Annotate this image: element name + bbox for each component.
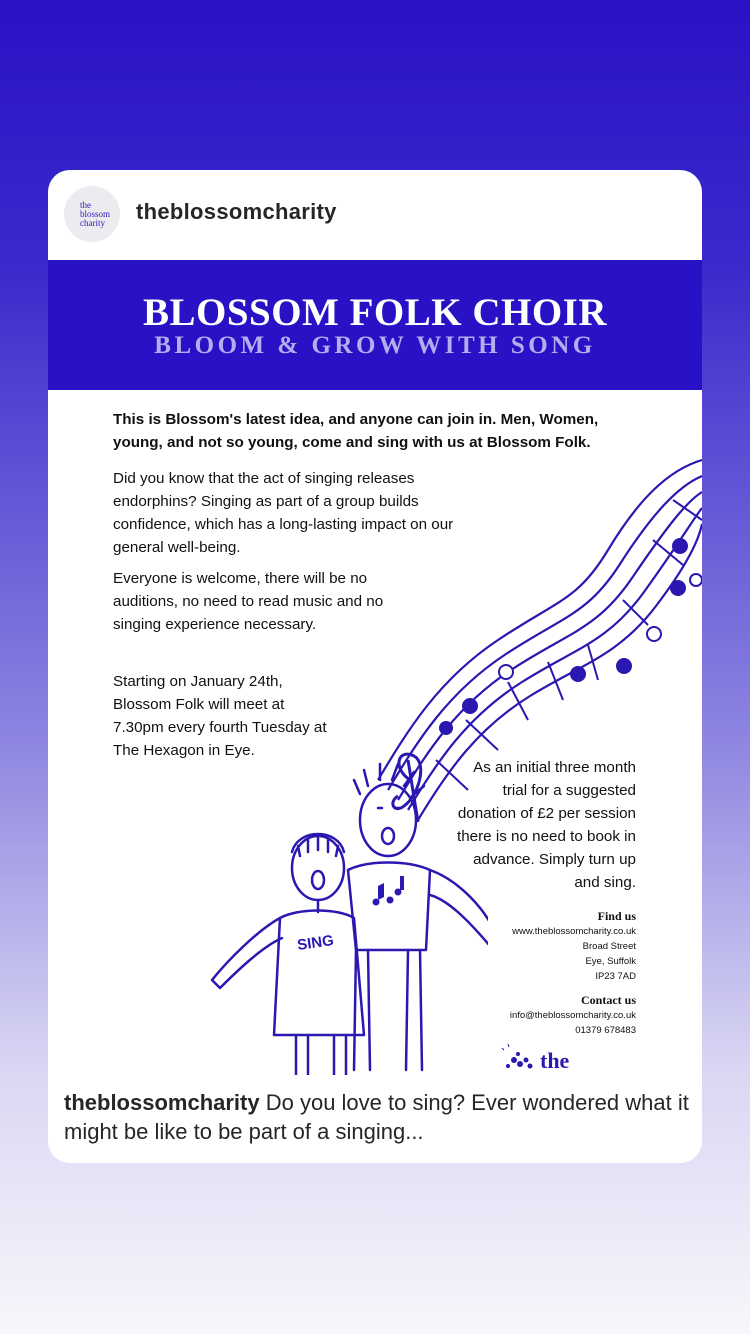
avatar-logo-text: the blossom charity (79, 199, 110, 228)
contact-phone: 01379 678483 (575, 1025, 636, 1036)
find-us-postcode: IP23 7AD (595, 971, 636, 982)
poster-intro-text: This is Blossom's latest idea, and anyone can join in. Men, Women, young, and not so young, come and sing with us at Blossom Folk. (113, 411, 599, 451)
avatar[interactable] (64, 186, 120, 242)
caption-text: Do you love to sing? Ever wondered what it might be like to be part of a singing... (64, 1090, 689, 1144)
caption-username[interactable]: theblossomcharity (64, 1090, 260, 1115)
sing-word: SING (296, 932, 335, 954)
post-username[interactable]: theblossomcharity (136, 199, 337, 224)
post-caption[interactable] (64, 1088, 694, 1146)
poster-paragraph-welcome: Everyone is welcome, there will be no auditions, no need to read music and no singing experience necessary. (113, 570, 384, 633)
find-us-block (512, 908, 636, 984)
poster-paragraph-endorphins: Did you know that the act of singing releases endorphins? Singing as part of a group builds confidence, which has a long-lasting impact on our general well-being. (113, 470, 454, 556)
find-us-street: Broad Street (582, 941, 636, 952)
contact-email[interactable]: info@theblossomcharity.co.uk (509, 1010, 636, 1021)
post-image-poster[interactable] (48, 260, 702, 1075)
find-us-heading: Find us (597, 909, 636, 923)
poster-banner (48, 260, 702, 390)
find-us-town: Eye, Suffolk (585, 956, 636, 967)
poster-subtitle: BLOOM & GROW WITH SONG (154, 332, 596, 359)
children-singing-illustration (168, 750, 488, 1075)
poster-title: BLOSSOM FOLK CHOIR (142, 291, 608, 334)
contact-us-block (510, 992, 636, 1038)
contact-us-heading: Contact us (580, 993, 636, 1007)
instagram-post-card (48, 170, 702, 1163)
blossom-logo-word: the (540, 1048, 570, 1073)
blossom-flower-icon (494, 1042, 538, 1072)
poster-paragraph-donation: As an initial three month trial for a suggested donation of £2 per session there is no need to book in advance. Simply turn up and sing. (456, 759, 636, 891)
find-us-website[interactable]: www.theblossomcharity.co.uk (512, 926, 636, 937)
post-header (48, 170, 702, 260)
poster-paragraph-schedule: Starting on January 24th, Blossom Folk will meet at 7.30pm every fourth Tuesday at The Hexagon in Eye. (113, 673, 327, 759)
